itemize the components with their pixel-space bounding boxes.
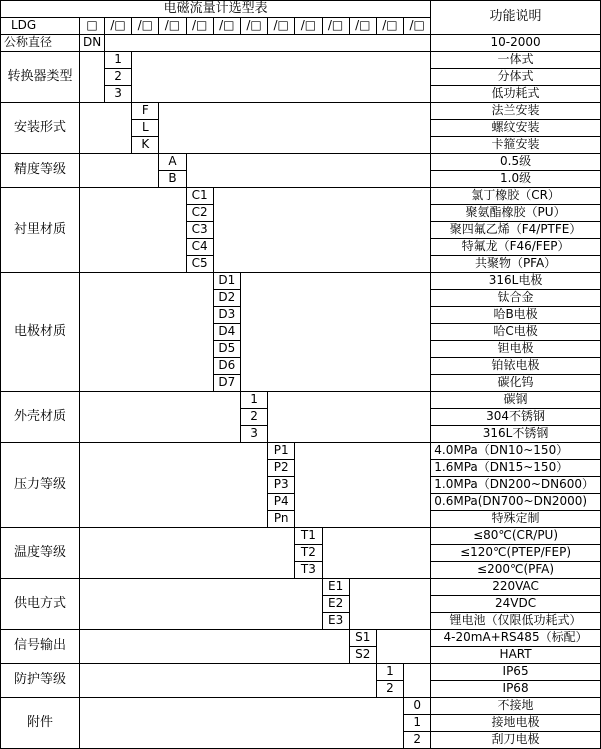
option-code: E3: [322, 613, 349, 630]
spacer-cell: [240, 273, 430, 392]
option-desc: 锂电池（仅限低功耗式）: [431, 613, 601, 630]
option-code: D7: [213, 375, 240, 392]
spacer-cell: [105, 35, 431, 52]
option-desc: 0.5级: [431, 154, 601, 171]
group-label-protection-rating: 防护等级: [1, 664, 80, 698]
code-slot: /□: [240, 18, 267, 35]
option-desc: ≤80℃(CR/PU): [431, 528, 601, 545]
spacer-cell: [80, 528, 295, 579]
spacer-cell: [80, 154, 159, 188]
spacer-cell: [80, 443, 268, 528]
option-desc: 316L电极: [431, 273, 601, 290]
model-prefix: LDG: [1, 18, 80, 35]
option-code: P3: [268, 477, 295, 494]
option-code: D1: [213, 273, 240, 290]
option-desc: ≤200℃(PFA): [431, 562, 601, 579]
option-desc: 哈B电极: [431, 307, 601, 324]
option-code: D2: [213, 290, 240, 307]
code-slot: /□: [159, 18, 186, 35]
option-code: T1: [295, 528, 322, 545]
option-code: C1: [186, 188, 213, 205]
option-code: 1: [376, 664, 403, 681]
option-desc: IP65: [431, 664, 601, 681]
option-desc: 哈C电极: [431, 324, 601, 341]
spacer-cell: [80, 392, 241, 443]
option-code: B: [159, 171, 186, 188]
spacer-cell: [404, 664, 431, 698]
option-code: 2: [376, 681, 403, 698]
code-slot: /□: [376, 18, 403, 35]
option-code: 3: [240, 426, 267, 443]
option-desc: 316L不锈钢: [431, 426, 601, 443]
option-desc: 氯丁橡胶（CR）: [431, 188, 601, 205]
option-desc: 接地电极: [431, 715, 601, 732]
page-title: 电磁流量计选型表: [1, 1, 431, 18]
option-desc: 0.6MPa(DN700~DN2000): [431, 494, 601, 511]
code-slot: /□: [322, 18, 349, 35]
option-code: K: [132, 137, 159, 154]
option-code: T3: [295, 562, 322, 579]
option-desc: IP68: [431, 681, 601, 698]
option-desc: 螺纹安装: [431, 120, 601, 137]
option-desc: 一体式: [431, 52, 601, 69]
option-code: S2: [349, 647, 376, 664]
option-code: 2: [240, 409, 267, 426]
option-desc: HART: [431, 647, 601, 664]
spacer-cell: [80, 273, 214, 392]
option-code: P4: [268, 494, 295, 511]
first-code-box: □: [80, 18, 105, 35]
group-label-converter-type: 转换器类型: [1, 52, 80, 103]
group-label-power-supply: 供电方式: [1, 579, 80, 630]
group-label-housing-material: 外壳材质: [1, 392, 80, 443]
option-code: D4: [213, 324, 240, 341]
option-code: L: [132, 120, 159, 137]
option-desc: 聚氨酯橡胶（PU）: [431, 205, 601, 222]
spacer-cell: [80, 579, 323, 630]
option-desc: 1.0MPa（DN200~DN600）: [431, 477, 601, 494]
code-slot: /□: [295, 18, 322, 35]
option-desc: 1.6MPa（DN15~150）: [431, 460, 601, 477]
option-desc: 4-20mA+RS485（标配）: [431, 630, 601, 647]
option-desc: 24VDC: [431, 596, 601, 613]
option-code: C4: [186, 239, 213, 256]
spacer-cell: [295, 443, 431, 528]
spacer-cell: [80, 52, 105, 103]
option-desc: 法兰安装: [431, 103, 601, 120]
spacer-cell: [213, 188, 431, 273]
group-label-signal-output: 信号输出: [1, 630, 80, 664]
option-code: 3: [105, 86, 132, 103]
spacer-cell: [186, 154, 431, 188]
option-code: C3: [186, 222, 213, 239]
option-desc: 4.0MPa（DN10~150）: [431, 443, 601, 460]
spacer-cell: [80, 664, 377, 698]
code-slot: /□: [268, 18, 295, 35]
spacer-cell: [132, 52, 431, 103]
option-code: A: [159, 154, 186, 171]
diameter-code: DN: [80, 35, 105, 52]
group-label-accuracy-class: 精度等级: [1, 154, 80, 188]
option-code: C5: [186, 256, 213, 273]
option-desc: 不接地: [431, 698, 601, 715]
option-desc: 特氟龙（F46/FEP）: [431, 239, 601, 256]
code-slot: /□: [105, 18, 132, 35]
option-desc: 卡箍安装: [431, 137, 601, 154]
group-label-temperature-rating: 温度等级: [1, 528, 80, 579]
option-desc: 碳化钨: [431, 375, 601, 392]
diameter-label: 公称直径: [1, 35, 80, 52]
option-desc: ≤120℃(PTEP/FEP): [431, 545, 601, 562]
option-desc: 220VAC: [431, 579, 601, 596]
spacer-cell: [80, 630, 350, 664]
code-slot: /□: [349, 18, 376, 35]
option-code: P2: [268, 460, 295, 477]
option-code: 0: [404, 698, 431, 715]
option-desc: 碳钢: [431, 392, 601, 409]
group-label-accessories: 附件: [1, 698, 80, 749]
code-slot: /□: [404, 18, 431, 35]
option-desc: 钽电极: [431, 341, 601, 358]
spacer-cell: [376, 630, 430, 664]
code-slot: /□: [213, 18, 240, 35]
option-code: S1: [349, 630, 376, 647]
option-desc: 共聚物（PFA）: [431, 256, 601, 273]
option-code: 1: [240, 392, 267, 409]
group-label-liner-material: 衬里材质: [1, 188, 80, 273]
option-desc: 钛合金: [431, 290, 601, 307]
spacer-cell: [80, 698, 404, 749]
option-desc: 刮刀电极: [431, 732, 601, 749]
spacer-cell: [322, 528, 431, 579]
option-desc: 低功耗式: [431, 86, 601, 103]
option-desc: 1.0级: [431, 171, 601, 188]
diameter-desc: 10-2000: [431, 35, 601, 52]
spacer-cell: [159, 103, 431, 154]
group-label-pressure-rating: 压力等级: [1, 443, 80, 528]
option-code: Pn: [268, 511, 295, 528]
code-slot: /□: [132, 18, 159, 35]
option-code: C2: [186, 205, 213, 222]
function-column-header: 功能说明: [431, 1, 601, 35]
option-desc: 聚四氟乙烯（F4/PTFE）: [431, 222, 601, 239]
option-desc: 铂铱电极: [431, 358, 601, 375]
option-code: F: [132, 103, 159, 120]
option-code: T2: [295, 545, 322, 562]
spacer-cell: [80, 188, 187, 273]
option-code: E1: [322, 579, 349, 596]
group-label-electrode-material: 电极材质: [1, 273, 80, 392]
option-code: D3: [213, 307, 240, 324]
option-code: 2: [404, 732, 431, 749]
option-desc: 特殊定制: [431, 511, 601, 528]
option-code: D5: [213, 341, 240, 358]
option-code: P1: [268, 443, 295, 460]
code-slot: /□: [186, 18, 213, 35]
option-desc: 分体式: [431, 69, 601, 86]
option-code: E2: [322, 596, 349, 613]
option-code: 1: [404, 715, 431, 732]
spacer-cell: [268, 392, 431, 443]
option-desc: 304不锈钢: [431, 409, 601, 426]
option-code: 2: [105, 69, 132, 86]
spacer-cell: [80, 103, 132, 154]
group-label-installation-type: 安装形式: [1, 103, 80, 154]
spacer-cell: [349, 579, 431, 630]
option-code: D6: [213, 358, 240, 375]
option-code: 1: [105, 52, 132, 69]
